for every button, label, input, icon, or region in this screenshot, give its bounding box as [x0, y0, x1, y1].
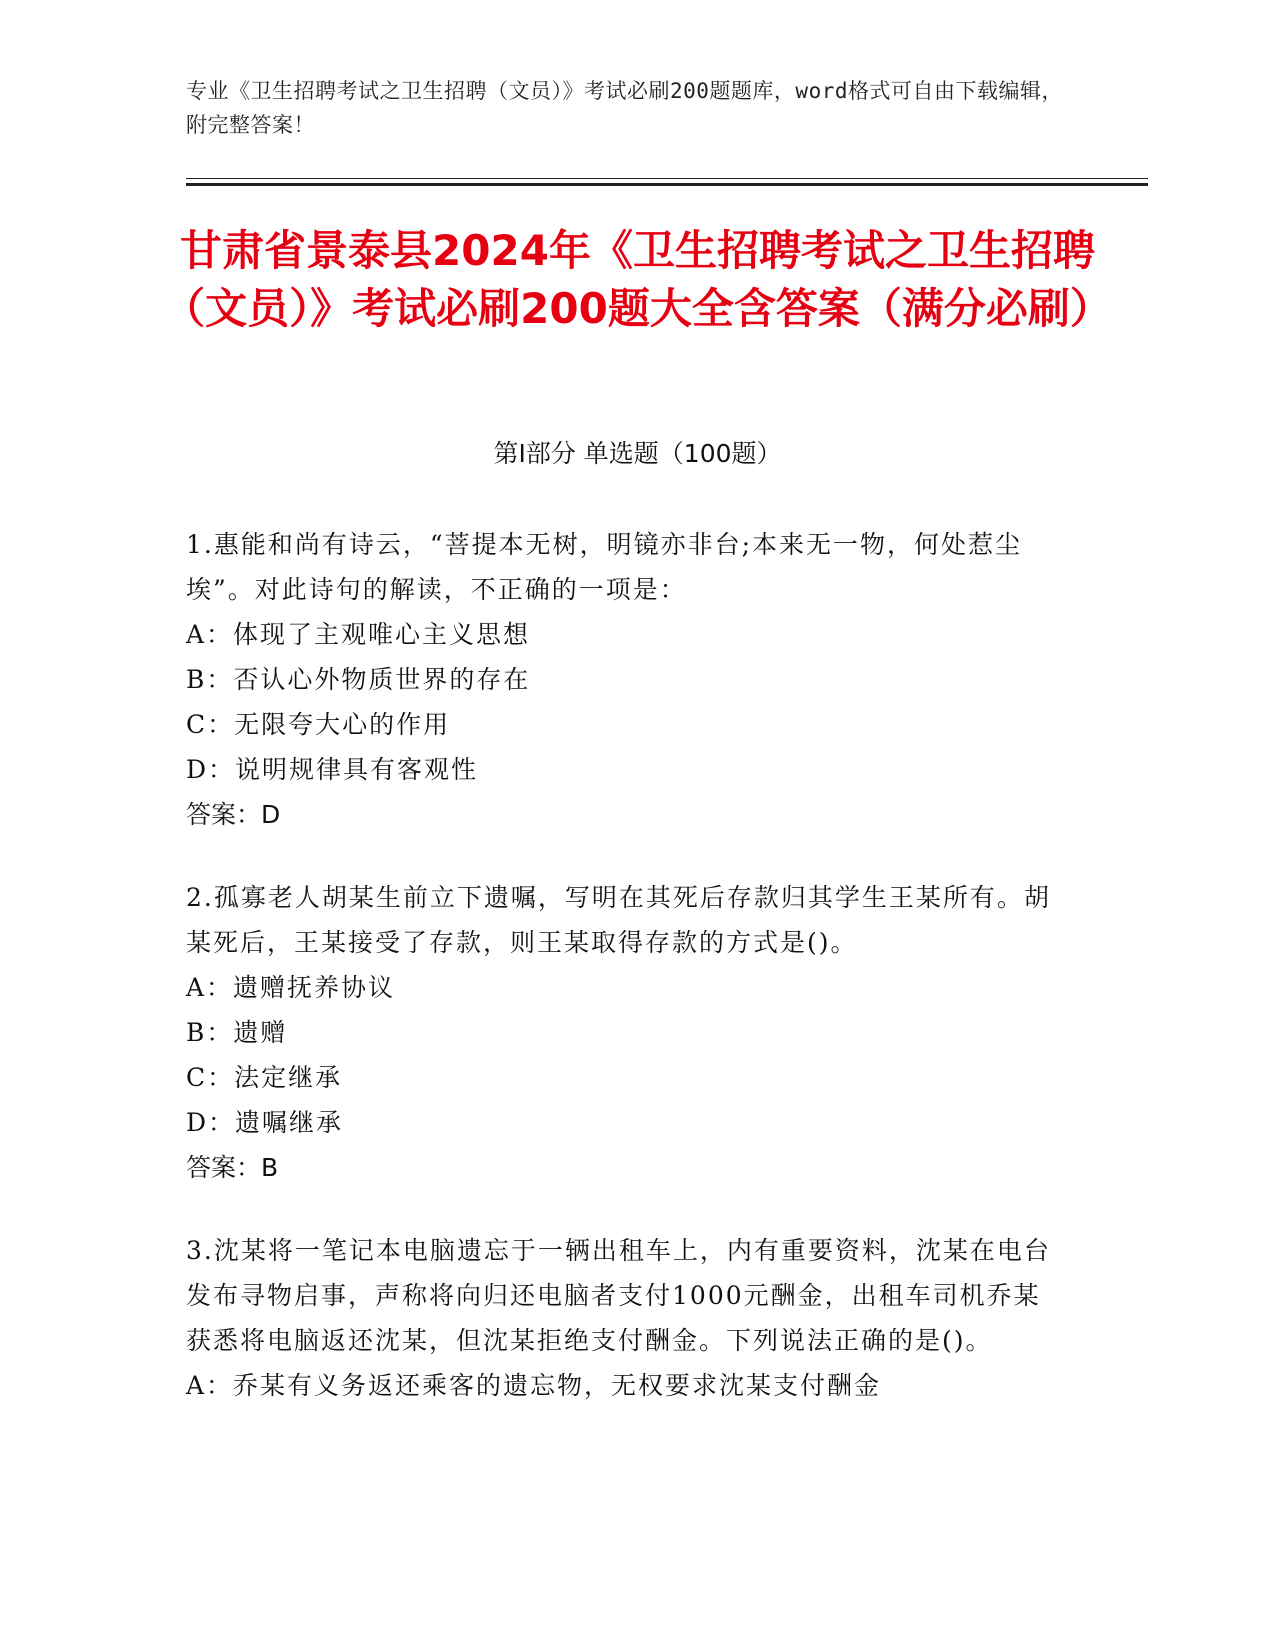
- option-a: A：遗赠抚养协议: [186, 973, 396, 1002]
- question-2: [186, 875, 1066, 1190]
- option-d: D：遗嘱继承: [186, 1108, 344, 1137]
- header-divider-thick: [186, 183, 1148, 186]
- question-list: [186, 522, 1066, 1446]
- question-stem: 1.惠能和尚有诗云，“菩提本无树，明镜亦非台;本来无一物，何处惹尘埃”。对此诗句的解读，不正确的一项是：: [186, 530, 1023, 604]
- document-title: 甘肃省景泰县2024年《卫生招聘考试之卫生招聘（文员）》考试必刷200题大全含答案（满分必刷）: [163, 226, 1112, 333]
- option-c: C：无限夸大心的作用: [186, 710, 451, 739]
- question-stem: 2.孤寡老人胡某生前立下遗嘱，写明在其死后存款归其学生王某所有。胡某死后，王某接受了存款，则王某取得存款的方式是()。: [186, 883, 1051, 957]
- question-1: [186, 522, 1066, 837]
- section-title: 第I部分 单选题（100题）: [493, 439, 782, 468]
- option-b: B：否认心外物质世界的存在: [186, 665, 531, 694]
- option-b: B：遗赠: [186, 1018, 288, 1047]
- question-stem: 3.沈某将一笔记本电脑遗忘于一辆出租车上，内有重要资料，沈某在电台发布寻物启事，声称将向归还电脑者支付1000元酬金，出租车司机乔某获悉将电脑返还沈某，但沈某拒绝支付酬金。下列说法正确的是()。: [186, 1236, 1051, 1355]
- header-note: 专业《卫生招聘考试之卫生招聘（文员）》考试必刷200题题库，word格式可自由下载编辑，附完整答案！: [186, 79, 1063, 137]
- option-d: D：说明规律具有客观性: [186, 755, 479, 784]
- option-a: A：乔某有义务返还乘客的遗忘物，无权要求沈某支付酬金: [186, 1371, 882, 1400]
- question-3: [186, 1228, 1066, 1408]
- header-divider-thin: [186, 178, 1148, 179]
- answer: 答案：D: [186, 800, 281, 829]
- option-a: A：体现了主观唯心主义思想: [186, 620, 531, 649]
- answer: 答案：B: [186, 1153, 279, 1182]
- option-c: C：法定继承: [186, 1063, 343, 1092]
